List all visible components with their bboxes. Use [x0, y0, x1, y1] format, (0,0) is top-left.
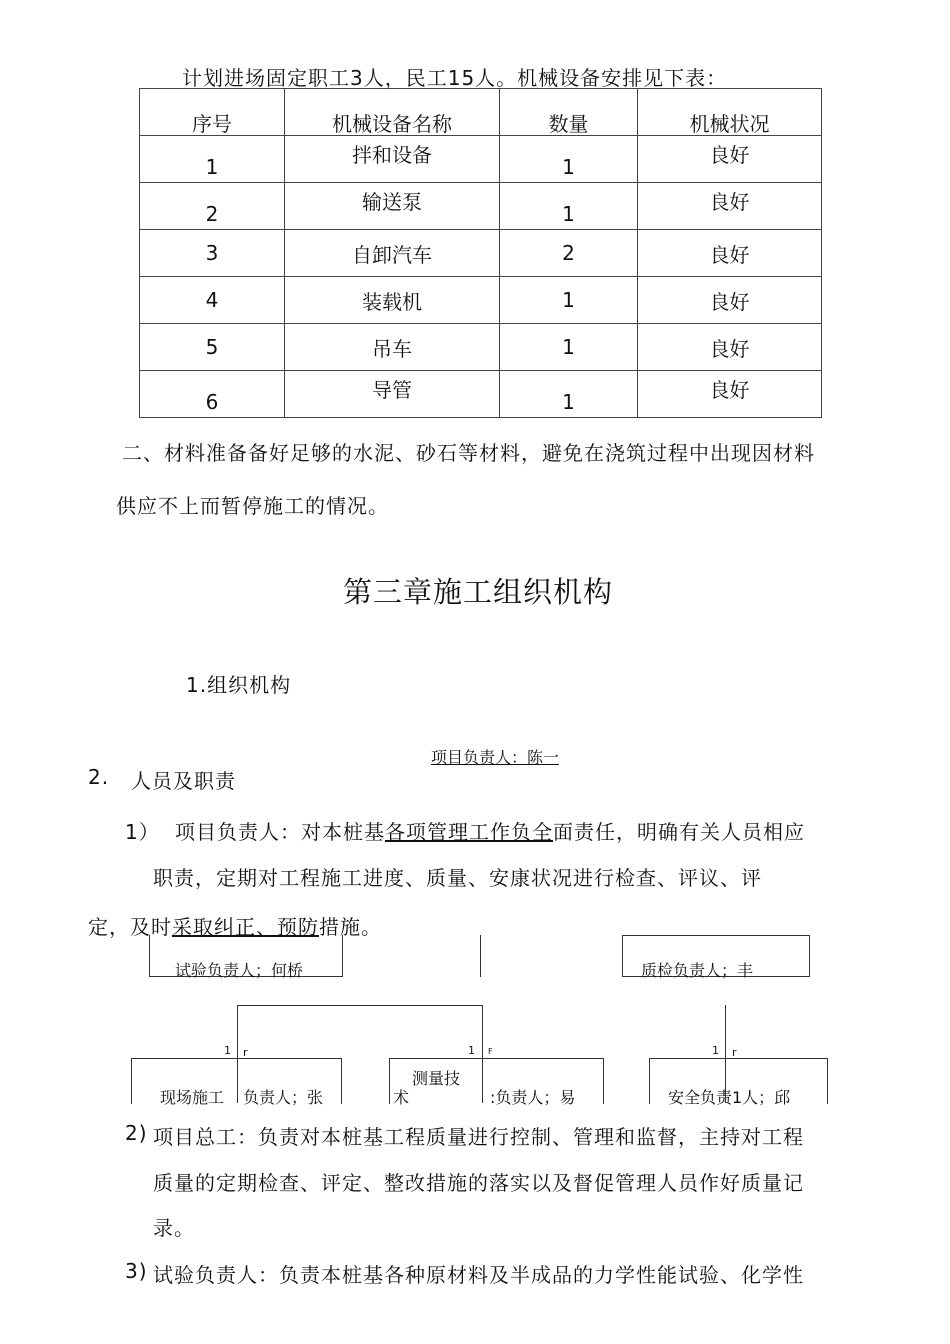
materials-paragraph-line1: 二、材料准备备好足够的水泥、砂石等材料，避免在浇筑过程中出现因材料 [122, 441, 815, 465]
org-tick-mark: 1 [468, 1044, 475, 1057]
table-cell: 自卸汽车 [352, 242, 432, 267]
table-cell: 良好 [709, 377, 750, 402]
chapter-title: 第三章施工组织机构 [343, 575, 614, 609]
org-survey-label: 术 [393, 1088, 410, 1107]
org-tick-mark: 1 [224, 1044, 231, 1057]
table-cell: 拌和设备 [352, 142, 432, 167]
table-row [140, 277, 822, 324]
table-cell: 1 [205, 155, 219, 179]
table-cell: 3 [205, 241, 219, 265]
table-row [140, 136, 822, 183]
intro-text: 计划进场固定职工3人，民工15人。机械设备安排见下表： [182, 66, 728, 90]
org-quality-label: 质检负责人；丰 [641, 961, 754, 980]
item-2-line2: 质量的定期检查、评定、整改措施的落实以及督促管理人员作好质量记 [153, 1171, 804, 1195]
item-3-number: 3) [125, 1259, 148, 1283]
org-connector [480, 935, 481, 977]
org-top-node: 项目负责人：陈一 [431, 748, 560, 767]
item-2-number: 2) [125, 1121, 148, 1145]
table-cell: 1 [562, 288, 575, 312]
header-cell: 序号 [140, 89, 285, 136]
table-cell: 良好 [709, 336, 750, 361]
org-test-label: 试验负责人；何桥 [175, 961, 304, 980]
item-1-number: 1） [125, 820, 160, 844]
table-row [140, 371, 822, 418]
org-tick-mark: F [488, 1047, 493, 1056]
table-cell: 1 [562, 390, 575, 414]
table-cell: 1 [562, 335, 575, 359]
table-cell: 1 [562, 155, 575, 179]
table-cell: 1 [562, 202, 575, 226]
section-2-heading: 人员及职责 [131, 769, 236, 793]
item-1-line1: 项目负责人：对本桩基各项管理工作负全面责任，明确有关人员相应 [175, 820, 805, 844]
org-site-label: 负责人；张 [243, 1088, 324, 1107]
org-survey-label: :负责人；易 [490, 1088, 576, 1107]
header-cell: 机械设备名称 [285, 89, 500, 136]
table-cell: 4 [205, 288, 219, 312]
table-cell: 2 [562, 241, 575, 265]
org-safety-label: 安全负责1人；邱 [668, 1088, 791, 1107]
header-cell: 数量 [500, 89, 638, 136]
table-cell: 2 [205, 202, 219, 226]
item-1-line2: 职责，定期对工程施工进度、质量、安康状况进行检查、评议、评 [153, 866, 762, 890]
header-cell: 机械状况 [638, 89, 822, 136]
table-cell: 良好 [709, 189, 750, 214]
table-cell: 良好 [709, 142, 750, 167]
table-cell: 装载机 [362, 289, 422, 314]
org-survey-label: 测量技 [412, 1069, 461, 1088]
org-tick-mark: r [732, 1046, 737, 1059]
item-1-line3: 定，及时采取纠正、预防措施。 [88, 915, 382, 939]
table-cell: 输送泵 [362, 189, 422, 214]
org-connector [237, 1005, 482, 1006]
item-3-line1: 试验负责人：负责本桩基各种原材料及半成品的力学性能试验、化学性 [153, 1263, 804, 1287]
section-1-heading: 1.组织机构 [186, 673, 292, 697]
table-row [140, 230, 822, 277]
org-tick-mark: 1 [712, 1044, 719, 1057]
table-header-row [140, 89, 822, 136]
table-cell: 良好 [709, 242, 750, 267]
section-2-number: 2. [88, 765, 110, 789]
org-site-label: 现场施工 [160, 1088, 225, 1107]
item-2-line3: 录。 [153, 1216, 195, 1240]
table-row [140, 183, 822, 230]
table-cell: 导管 [372, 377, 412, 402]
table-cell: 5 [205, 335, 219, 359]
item-2-line1: 项目总工：负责对本桩基工程质量进行控制、管理和监督，主持对工程 [153, 1125, 804, 1149]
equipment-table [139, 88, 822, 418]
table-cell: 6 [205, 390, 219, 414]
table-row [140, 324, 822, 371]
table-cell: 良好 [709, 289, 750, 314]
materials-paragraph-line2: 供应不上而暂停施工的情况。 [116, 494, 389, 518]
org-tick-mark: r [243, 1046, 248, 1059]
table-cell: 吊车 [372, 336, 412, 361]
